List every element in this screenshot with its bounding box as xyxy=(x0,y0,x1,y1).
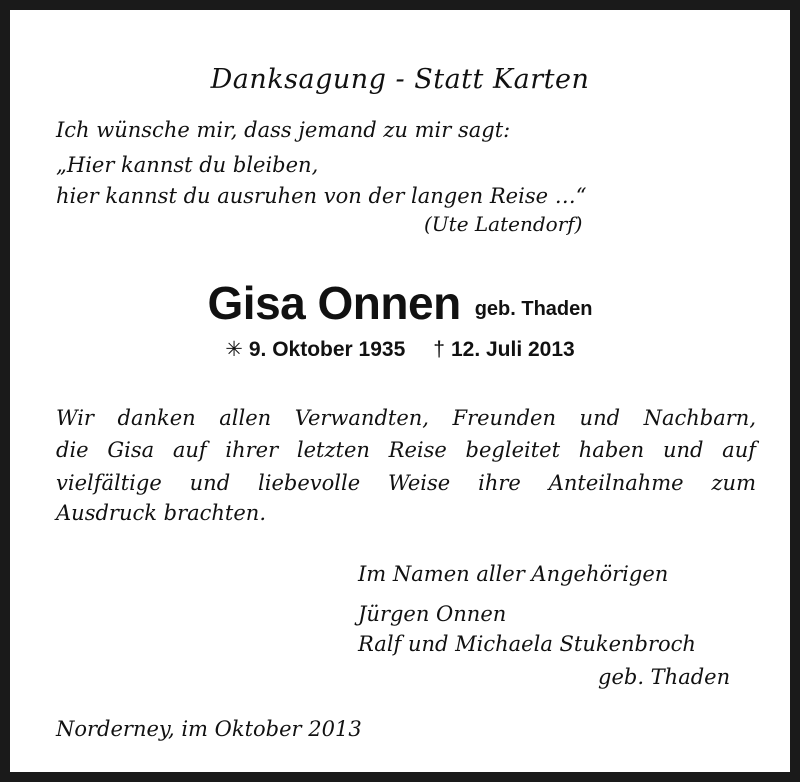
death-date: 12. Juli 2013 xyxy=(450,338,575,361)
life-dates xyxy=(10,337,790,362)
notice-heading: Danksagung - Statt Karten xyxy=(210,64,590,95)
birth-date: 9. Oktober 1935 xyxy=(248,338,406,361)
signature-name-2: Ralf und Michaela Stukenbroch xyxy=(358,632,696,656)
place-date: Norderney, im Oktober 2013 xyxy=(56,717,362,741)
birth-star-icon: ✳ xyxy=(225,338,243,361)
maiden-name: geb. Thaden xyxy=(474,298,593,320)
quote-line-3: hier kannst du ausruhen von der langen Reise …“ xyxy=(56,184,587,208)
death-cross-icon: † xyxy=(433,338,445,361)
thanks-line-1: Wir danken allen Verwandten, Freunden und Nachbarn, xyxy=(56,406,756,430)
signature-intro: Im Namen aller Angehörigen xyxy=(358,562,669,586)
thanks-line-3: vielfältige und liebevolle Weise ihre Anteilnahme zum xyxy=(56,471,756,495)
signature-name-2-suffix: geb. Thaden xyxy=(598,665,731,689)
quote-author: (Ute Latendorf) xyxy=(424,212,583,236)
quote-line-2: „Hier kannst du bleiben, xyxy=(56,153,319,177)
signature-name-1: Jürgen Onnen xyxy=(358,602,507,626)
deceased-name: Gisa Onnen xyxy=(207,277,461,329)
thanks-line-4: Ausdruck brachten. xyxy=(56,501,266,525)
deceased-name-line xyxy=(10,276,790,330)
thanks-line-2: die Gisa auf ihrer letzten Reise begleitet haben und auf xyxy=(56,438,756,462)
quote-line-1: Ich wünsche mir, dass jemand zu mir sagt: xyxy=(56,118,511,142)
